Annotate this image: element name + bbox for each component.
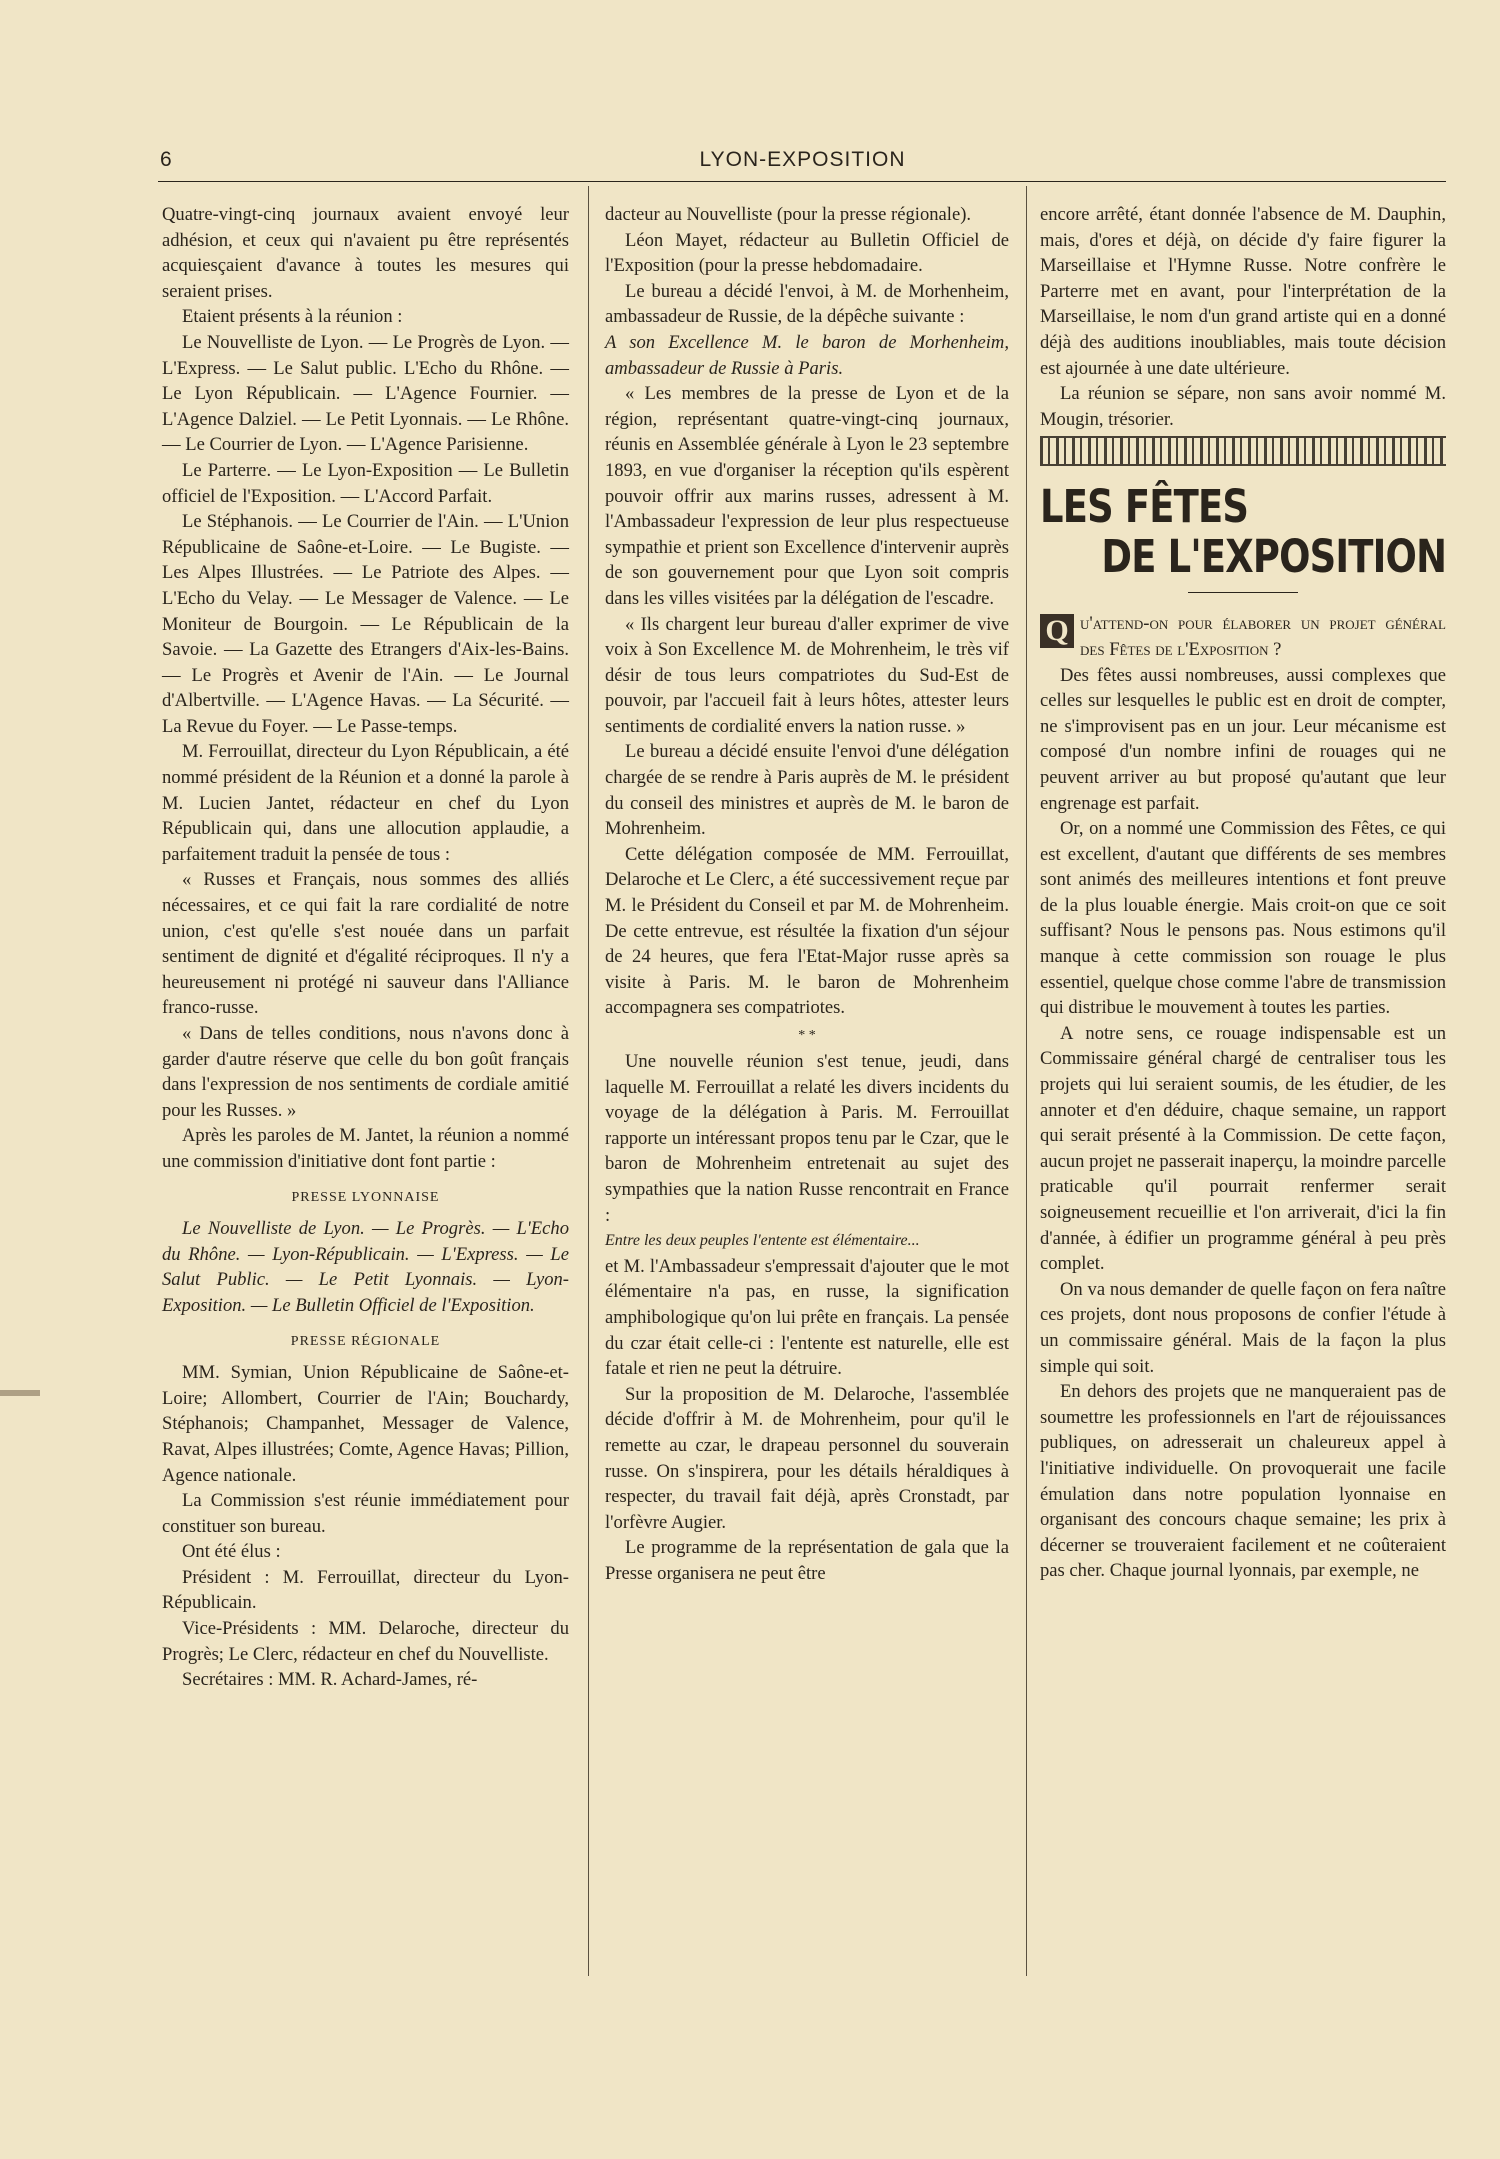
section-separator: * * (798, 1028, 816, 1043)
section-title (1040, 482, 1446, 582)
paragraph: Cette délégation composée de MM. Ferrouillat, Delaroche et Le Clerc, a été successivement reçue par M. le Président du Conseil et par M. de Mohrenheim. De cette entrevue, est résultée la fixation d'un séjour de 24 heures, que fera l'Etat-Major russe après sa visite à Paris. M. le baron de Mohrenheim accompagnera ses compatriotes. (605, 843, 1009, 1019)
section-title-line-2: DE L'EXPOSITION (1101, 530, 1447, 584)
paragraph: « Dans de telles conditions, nous n'avons donc à garder d'autre réserve que celle du bon goût français dans l'expression de nos sentiments de cordiale amitié pour les Russes. » (162, 1023, 569, 1121)
paragraph: Président : M. Ferrouillat, directeur du Lyon-Républicain. (162, 1566, 569, 1614)
paragraph: « Russes et Français, nous sommes des alliés nécessaires, et ce qui fait la rare cordialité de notre union, c'est qu'elle s'est nouée dans un parfait sentiment de dignité et d'égalité réciproques. Il n'y a heureusement ni protégé ni sauveur dans l'Alliance franco-russe. (162, 869, 569, 1019)
section-heading: PRESSE LYONNAISE (291, 1189, 440, 1205)
paragraph: dacteur au Nouvelliste (pour la presse régionale). (605, 204, 972, 225)
header-rule (158, 181, 1446, 182)
paragraph: et M. l'Ambassadeur s'empressait d'ajouter que le mot élémentaire n'a pas, en russe, la signification amphibologique qu'on lui prête en français. La pensée du czar était celle-ci : l'entente est naturelle, elle est fatale et rien ne peut la détruire. (605, 1255, 1009, 1380)
paragraph: La réunion se sépare, non sans avoir nommé M. Mougin, trésorier. (1040, 383, 1446, 430)
paragraph: « Les membres de la presse de Lyon et de la région, représentant quatre-vingt-cinq journaux, réunis en Assemblée générale à Lyon le 23 septembre 1893, en vue d'organiser la réception qu'ils espèrent pouvoir offrir aux marins russes, adressent à M. l'Ambassadeur l'expression de leur plus respectueuse sympathie et prient son Excellence d'intervenir auprès de son gouvernement pour que Lyon soit compris dans les villes visitées par la délégation de l'escadre. (605, 383, 1009, 609)
paragraph: Des fêtes aussi nombreuses, aussi complexes que celles sur lesquelles le public est en droit de compter, ne s'improvisent pas en un jour. Leur mécanisme est composé d'un nombre infini de rouages qui ne peuvent arriver au but proposé qu'autant que leur engrenage est parfait. (1040, 664, 1446, 814)
paragraph: Or, on a nommé une Commission des Fêtes, ce qui est excellent, d'autant que différents de ses membres sont animés des meilleures intentions et font preuve de la plus louable énergie. Mais croit-on que ce soit suffisant? Nous le pensons pas. Nous estimons qu'il manque à cette commission son rouage le plus essentiel, quelque chose comme l'abre de transmission qui distribue le mouvement à toutes les parties. (1040, 818, 1446, 1019)
dispatch-address: A son Excellence M. le baron de Morhenheim, ambassadeur de Russie à Paris. (605, 331, 1009, 379)
section-title-line-1: LES FÊTES (1040, 480, 1249, 534)
paragraph (1040, 611, 1446, 662)
column-1 (162, 202, 569, 1693)
paragraph: Vice-Présidents : MM. Delaroche, directeur du Progrès; Le Clerc, rédacteur en chef du Nouvelliste. (162, 1618, 569, 1665)
title-rule (1188, 592, 1298, 593)
lead-text: u'attend-on pour élaborer un projet général des Fêtes de l'Exposition ? (1080, 613, 1446, 660)
paragraph: Ont été élus : (182, 1541, 281, 1563)
paragraph: Une nouvelle réunion s'est tenue, jeudi, dans laquelle M. Ferrouillat a relaté les divers incidents du voyage de la délégation à Paris. M. Ferrouillat rapporte un intéressant propos tenu par le Czar, que le baron de Mohrenheim entretenait au sujet des sympathies que la nation Russe rencontrait en France : (605, 1051, 1009, 1226)
paragraph: Secrétaires : MM. R. Achard-James, ré- (182, 1669, 478, 1691)
paragraph: Le programme de la représentation de gala que la Presse organisera ne peut être (605, 1537, 1009, 1584)
column-divider (588, 186, 589, 1976)
paper-stain (0, 1390, 40, 1396)
paragraph: On va nous demander de quelle façon on fera naître ces projets, dont nous proposons de confier l'étude à un commissaire général. Mais de la façon la plus simple qui soit. (1040, 1278, 1446, 1377)
paragraph: Le bureau a décidé l'envoi, à M. de Morhenheim, ambassadeur de Russie, de la dépêche suivante : (605, 280, 1009, 328)
paragraph: La Commission s'est réunie immédiatement pour constituer son bureau. (162, 1490, 569, 1537)
page-number: 6 (160, 148, 173, 171)
drop-cap: Q (1040, 614, 1074, 648)
paragraph: Le Stéphanois. — Le Courrier de l'Ain. — L'Union Républicaine de Saône-et-Loire. — Le Bugiste. — Les Alpes Illustrées. — Le Patriote des Alpes. — L'Echo du Velay. — Le Messager de Valence. — Le Moniteur de Bourgoin. — Le Républicain de la Savoie. — La Gazette des Etrangers d'Aix-les-Bains. — Le Progrès et Avenir de l'Ain. — Le Journal d'Albertville. — L'Agence Havas. — La Sécurité. — La Revue du Foyer. — Le Passe-temps. (162, 511, 569, 737)
paragraph: A notre sens, ce rouage indispensable est un Commissaire général chargé de centraliser tous les projets qui lui seraient soumis, de les étudier, de les annoter et d'en déduire, chaque semaine, un rapport qui serait présenté à la Commission. De cette façon, aucun projet ne passerait inaperçu, la moindre parcelle praticable qu'il pourrait renfermer serait soigneusement recueillie et l'on arriverait, d'ici la fin d'année, à édifier un programme général à peu près complet. (1040, 1022, 1446, 1275)
column-divider (1026, 186, 1027, 1976)
column-2 (605, 202, 1009, 1586)
paragraph: Le Nouvelliste de Lyon. — Le Progrès de Lyon. — L'Express. — Le Salut public. L'Echo du Rhône. — Le Lyon Républicain. — L'Agence Fournier. — L'Agence Dalziel. — Le Petit Lyonnais. — Le Rhône. — Le Courrier de Lyon. — L'Agence Parisienne. (162, 331, 569, 456)
paragraph: Le Parterre. — Le Lyon-Exposition — Le Bulletin officiel de l'Exposition. — L'Accord Parfait. (162, 459, 569, 507)
page-header (160, 148, 1445, 178)
paragraph: encore arrêté, étant donnée l'absence de M. Dauphin, mais, d'ores et déjà, on décide d'y faire figurer la Marseillaise et l'Hymne Russe. Notre confrère le Parterre met en avant, pour l'interprétation de la Marseillaise, le nom d'un grand artiste qui en a donné déjà des auditions inoubliables, mais toute décision est ajournée à une date ultérieure. (1040, 204, 1446, 379)
paragraph: Sur la proposition de M. Delaroche, l'assemblée décide d'offrir à M. de Mohrenheim, pour qu'il le remette au czar, le drapeau personnel du souverain russe. On s'inspirera, pour les détails héraldiques à respecter, du travail fait déjà, après Cronstadt, par l'orfèvre Augier. (605, 1383, 1009, 1533)
paragraph: Le bureau a décidé ensuite l'envoi d'une délégation chargée de se rendre à Paris auprès de M. le président du conseil des ministres et auprès de M. le baron de Mohrenheim. (605, 741, 1009, 840)
paragraph: Après les paroles de M. Jantet, la réunion a nommé une commission d'initiative dont font partie : (162, 1125, 569, 1172)
paragraph: Etaient présents à la réunion : (182, 306, 403, 328)
paragraph: Le Nouvelliste de Lyon. — Le Progrès. — L'Echo du Rhône. — Lyon-Républicain. — L'Express. — Le Salut Public. — Le Petit Lyonnais. — Lyon-Exposition. — Le Bulletin Officiel de l'Exposition. (162, 1218, 569, 1316)
paragraph: « Ils chargent leur bureau d'aller exprimer de vive voix à Son Excellence M. de Mohrenheim, le très vif désir de tous leurs compatriotes du Sud-Est de pouvoir, par l'accueil fait à leurs hôtes, attester leurs sentiments de cordialité envers la nation russe. » (605, 613, 1009, 737)
publication-title: LYON-EXPOSITION (699, 148, 906, 171)
paragraph: M. Ferrouillat, directeur du Lyon Républicain, a été nommé président de la Réunion et a donné la parole à M. Lucien Jantet, rédacteur en chef du Lyon Républicain qui, dans une allocution applaudie, a parfaitement traduit la pensée de tous : (162, 741, 569, 865)
quotation: Entre les deux peuples l'entente est élémentaire... (605, 1232, 920, 1250)
paragraph: MM. Symian, Union Républicaine de Saône-et-Loire; Allombert, Courrier de l'Ain; Bouchardy, Stéphanois; Champanhet, Messager de Valence, Ravat, Alpes illustrées; Comte, Agence Havas; Pillion, Agence nationale. (162, 1362, 569, 1486)
ornamental-border (1040, 436, 1446, 466)
paragraph: En dehors des projets que ne manqueraient pas de soumettre les professionnels en l'art de réjouissances publiques, on adresserait un chaleureux appel à l'initiative individuelle. On provoquerait une facile émulation dans notre population lyonnaise en organisant des concours chaque semaine; les prix à décerner se trouveraient facilement et ne coûteraient pas cher. Chaque journal lyonnais, par exemple, ne (1040, 1381, 1446, 1582)
column-3 (1040, 202, 1446, 1584)
paragraph: Quatre-vingt-cinq journaux avaient envoyé leur adhésion, et ceux qui n'avaient pu être représentés acquiesçaient d'avance à toutes les mesures qui seraient prises. (162, 204, 569, 302)
section-heading: PRESSE RÉGIONALE (290, 1333, 441, 1349)
paragraph: Léon Mayet, rédacteur au Bulletin Officiel de l'Exposition (pour la presse hebdomadaire. (605, 229, 1009, 277)
